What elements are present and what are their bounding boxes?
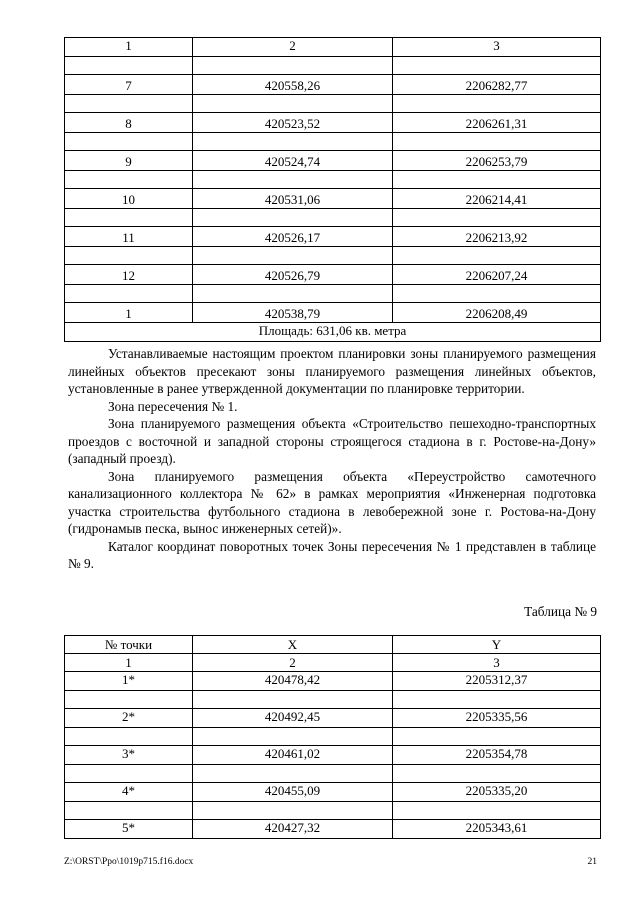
x-cell: 420538,79 <box>193 303 393 323</box>
table-row <box>65 75 601 95</box>
spacer-row <box>65 802 601 820</box>
table-row <box>65 709 601 728</box>
paragraph: Зона пересечения № 1. <box>108 398 238 414</box>
spacer-row <box>65 728 601 746</box>
area-cell: Площадь: 631,06 кв. метра <box>65 323 601 342</box>
point-cell: 11 <box>65 227 193 247</box>
y-cell: 2206208,49 <box>393 303 601 323</box>
table-row <box>65 189 601 209</box>
x-cell: 420558,26 <box>193 75 393 95</box>
spacer-row <box>65 285 601 303</box>
subheader-cell: 2 <box>193 654 393 672</box>
point-cell: 1* <box>65 672 193 691</box>
point-cell: 10 <box>65 189 193 209</box>
body-text <box>68 345 596 573</box>
header-cell: 2 <box>193 38 393 57</box>
table-row <box>65 227 601 247</box>
table-row <box>65 746 601 765</box>
y-cell: 2205312,37 <box>393 672 601 691</box>
y-cell: 2205335,20 <box>393 783 601 802</box>
table-header-row <box>65 38 601 57</box>
table-row <box>65 783 601 802</box>
table-row <box>65 151 601 171</box>
point-cell: 12 <box>65 265 193 285</box>
header-cell: 3 <box>393 38 601 57</box>
point-cell: 9 <box>65 151 193 171</box>
spacer-row <box>65 171 601 189</box>
subheader-cell: 1 <box>65 654 193 672</box>
x-cell: 420461,02 <box>193 746 393 765</box>
spacer-row <box>65 209 601 227</box>
header-cell: № точки <box>65 636 193 654</box>
x-cell: 420455,09 <box>193 783 393 802</box>
spacer-row <box>65 57 601 75</box>
point-cell: 4* <box>65 783 193 802</box>
table-header-row <box>65 636 601 654</box>
spacer-row <box>65 247 601 265</box>
header-cell: X <box>193 636 393 654</box>
y-cell: 2206253,79 <box>393 151 601 171</box>
table-row <box>65 113 601 133</box>
point-cell: 2* <box>65 709 193 728</box>
spacer-row <box>65 765 601 783</box>
table-caption: Таблица № 9 <box>524 604 597 619</box>
x-cell: 420526,17 <box>193 227 393 247</box>
spacer-row <box>65 133 601 151</box>
y-cell: 2206207,24 <box>393 265 601 285</box>
page-number: 21 <box>587 857 597 867</box>
paragraph: Зона планируемого размещения объекта «Переустройство самотечного канализационного коллектора № 62» в рамках мероприятия «Инженерная подготовка участка строительства футбольного стадиона в левобережной зоне г. Ростова-на-Дону (гидронамыв песка, вынос инженерных сетей)». <box>68 468 596 536</box>
point-cell: 1 <box>65 303 193 323</box>
x-cell: 420427,32 <box>193 820 393 839</box>
paragraph: Устанавливаемые настоящим проектом планировки зоны планируемого размещения линейных объектов пресекают зоны планируемого размещения линейных объектов, установленные в ранее утвержденной документации по планировке территории. <box>68 346 596 396</box>
y-cell: 2206214,41 <box>393 189 601 209</box>
table-row <box>65 672 601 691</box>
table-subheader-row <box>65 654 601 672</box>
point-cell: 3* <box>65 746 193 765</box>
header-cell: 1 <box>65 38 193 57</box>
point-cell: 8 <box>65 113 193 133</box>
x-cell: 420531,06 <box>193 189 393 209</box>
x-cell: 420478,42 <box>193 672 393 691</box>
header-cell: Y <box>393 636 601 654</box>
y-cell: 2206261,31 <box>393 113 601 133</box>
coordinates-table-1 <box>64 37 601 342</box>
footer-file-path: Z:\ORST\Ppo\1019p715.f16.docx <box>64 857 194 867</box>
table-row <box>65 265 601 285</box>
spacer-row <box>65 95 601 113</box>
table-row <box>65 820 601 839</box>
paragraph: Зона планируемого размещения объекта «Строительство пешеходно-транспортных проездов с восточной и западной стороны строящегося стадиона в г. Ростове-на-Дону» (западный проезд). <box>68 416 596 466</box>
y-cell: 2206213,92 <box>393 227 601 247</box>
x-cell: 420492,45 <box>193 709 393 728</box>
y-cell: 2205335,56 <box>393 709 601 728</box>
area-row <box>65 323 601 342</box>
y-cell: 2206282,77 <box>393 75 601 95</box>
x-cell: 420523,52 <box>193 113 393 133</box>
table-row <box>65 303 601 323</box>
subheader-cell: 3 <box>393 654 601 672</box>
spacer-row <box>65 691 601 709</box>
point-cell: 5* <box>65 820 193 839</box>
paragraph: Каталог координат поворотных точек Зоны пересечения № 1 представлен в таблице № 9. <box>68 538 596 571</box>
point-cell: 7 <box>65 75 193 95</box>
x-cell: 420526,79 <box>193 265 393 285</box>
x-cell: 420524,74 <box>193 151 393 171</box>
coordinates-table-9 <box>64 635 601 839</box>
y-cell: 2205343,61 <box>393 820 601 839</box>
y-cell: 2205354,78 <box>393 746 601 765</box>
